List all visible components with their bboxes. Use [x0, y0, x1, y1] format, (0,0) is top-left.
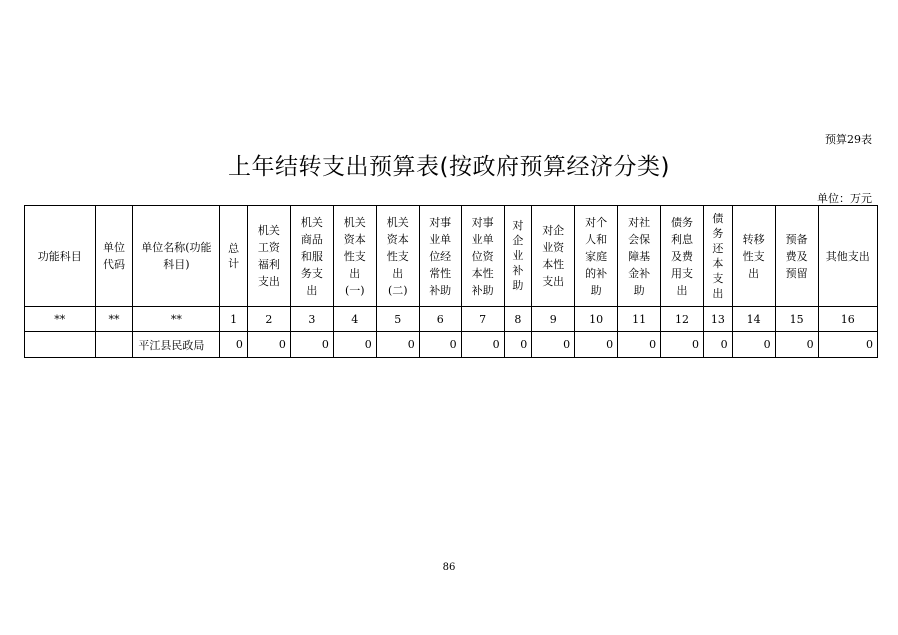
value-cell: 0 [461, 332, 504, 358]
column-number: 3 [290, 307, 333, 332]
column-number: 10 [575, 307, 618, 332]
header-cell: 预备费及预留 [775, 206, 818, 307]
header-cell: 功能科目 [25, 206, 96, 307]
value-cell: 0 [247, 332, 290, 358]
header-cell: 对企业资本性支出 [532, 206, 575, 307]
header-cell: 机关资本性支出(一) [333, 206, 376, 307]
value-cell: 0 [290, 332, 333, 358]
page-title: 上年结转支出预算表(按政府预算经济分类) [228, 154, 670, 180]
column-number: ** [133, 307, 220, 332]
value-cell: 0 [818, 332, 877, 358]
column-number: 12 [661, 307, 704, 332]
header-row [25, 206, 878, 307]
budget-table [24, 205, 878, 358]
value-cell: 0 [376, 332, 419, 358]
value-cell: 0 [732, 332, 775, 358]
header-cell: 转移性支出 [732, 206, 775, 307]
column-number: 16 [818, 307, 877, 332]
column-number: 5 [376, 307, 419, 332]
value-cell: 0 [775, 332, 818, 358]
column-number: 14 [732, 307, 775, 332]
header-cell: 对个人和家庭的补助 [575, 206, 618, 307]
column-number: 4 [333, 307, 376, 332]
page-number: 86 [442, 562, 456, 573]
value-cell: 0 [575, 332, 618, 358]
column-number: 2 [247, 307, 290, 332]
value-cell: 0 [504, 332, 532, 358]
value-cell: 0 [333, 332, 376, 358]
column-number: 7 [461, 307, 504, 332]
table-row [25, 332, 878, 358]
value-cell: 0 [618, 332, 661, 358]
value-cell: 0 [532, 332, 575, 358]
header-cell: 总计 [220, 206, 248, 307]
unit-name-cell: 平江县民政局 [133, 332, 220, 358]
header-cell: 对企业补助 [504, 206, 532, 307]
column-number: 8 [504, 307, 532, 332]
column-number: 1 [220, 307, 248, 332]
header-cell: 债务还本支出 [704, 206, 733, 307]
header-cell: 单位名称(功能科目) [133, 206, 220, 307]
column-number: 6 [419, 307, 461, 332]
column-number-row [25, 307, 878, 332]
value-cell: 0 [704, 332, 733, 358]
header-cell: 其他支出 [818, 206, 877, 307]
func-code-cell [25, 332, 96, 358]
unit-code-cell [95, 332, 133, 358]
table-number: 预算29表 [825, 133, 872, 146]
column-number: 9 [532, 307, 575, 332]
value-cell: 0 [419, 332, 461, 358]
column-number: ** [95, 307, 133, 332]
unit-label: 单位：万元 [817, 192, 872, 205]
column-number: 13 [704, 307, 733, 332]
column-number: 11 [618, 307, 661, 332]
header-cell: 对事业单位资本性补助 [461, 206, 504, 307]
header-cell: 机关商品和服务支出 [290, 206, 333, 307]
column-number: 15 [775, 307, 818, 332]
column-number: ** [25, 307, 96, 332]
value-cell: 0 [661, 332, 704, 358]
header-cell: 对事业单位经常性补助 [419, 206, 461, 307]
header-cell: 单位代码 [95, 206, 133, 307]
value-cell: 0 [220, 332, 248, 358]
header-cell: 债务利息及费用支出 [661, 206, 704, 307]
header-cell: 对社会保障基金补助 [618, 206, 661, 307]
header-cell: 机关工资福利支出 [247, 206, 290, 307]
header-cell: 机关资本性支出(二) [376, 206, 419, 307]
